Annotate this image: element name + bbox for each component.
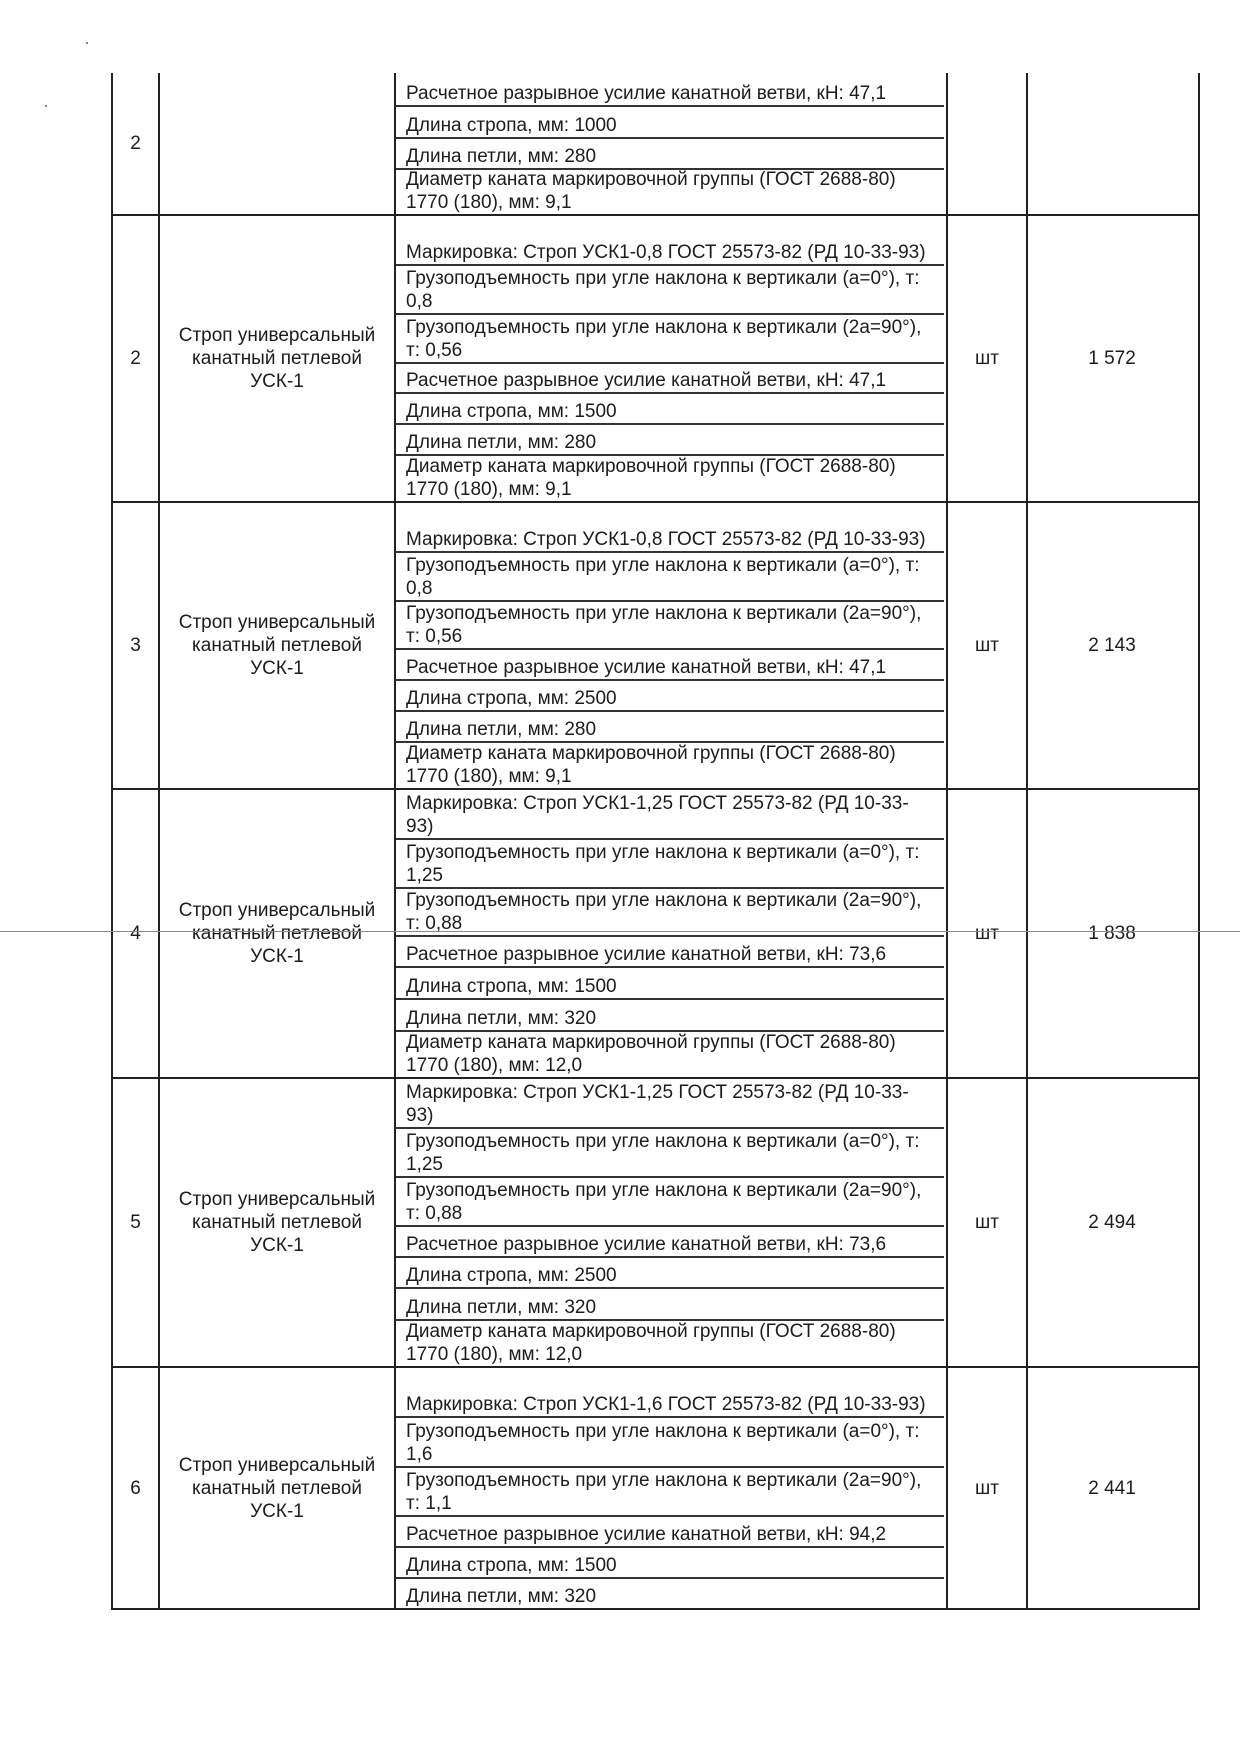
unit-cell: шт [946, 790, 1028, 1077]
spec-line [396, 679, 944, 710]
spec-text: Грузоподъемность при угле наклона к вертикали (2a=90°), т: 1,1 [406, 1470, 922, 1514]
table-row [113, 501, 1198, 788]
spec-text: Грузоподъемность при угле наклона к вертикали (a=0°), т: 1,25 [406, 842, 920, 886]
item-name: Строп универсальный канатный петлевой УСК-1 [160, 790, 396, 1077]
spec-line [396, 1577, 944, 1608]
scan-speck [45, 105, 47, 107]
spec-line [396, 216, 944, 264]
spec-list [396, 790, 946, 1077]
spec-text: Длина петли, мм: 320 [406, 1008, 597, 1029]
table-row [113, 1077, 1198, 1366]
spec-line [396, 1368, 944, 1416]
spec-text: Грузоподъемность при угле наклона к вертикали (a=0°), т: 1,6 [406, 1421, 920, 1465]
quantity-cell: 1 572 [1088, 348, 1136, 369]
spec-text: Маркировка: Строп УСК1-0,8 ГОСТ 25573-82 (РД 10-33-93) [406, 242, 926, 263]
spec-text: Диаметр каната маркировочной группы (ГОСТ 2688-80) 1770 (180), мм: 12,0 [406, 1321, 896, 1365]
spec-line [396, 1079, 944, 1127]
spec-text: Расчетное разрывное усилие канатной ветви, кН: 73,6 [406, 944, 887, 965]
table-row [113, 214, 1198, 501]
item-name [160, 73, 396, 214]
spec-line [396, 935, 944, 966]
row-number: 2 [113, 73, 160, 214]
spec-line [396, 73, 944, 105]
spec-text: Грузоподъемность при угле наклона к вертикали (a=0°), т: 0,8 [406, 555, 920, 599]
spec-line [396, 392, 944, 423]
spec-text: Расчетное разрывное усилие канатной ветви, кН: 47,1 [406, 370, 887, 391]
spec-line [396, 1515, 944, 1546]
unit-cell: шт [946, 1368, 1028, 1608]
spec-text: Грузоподъемность при угле наклона к вертикали (a=0°), т: 0,8 [406, 268, 920, 312]
spec-line [396, 137, 944, 168]
spec-line [396, 313, 944, 362]
spec-line [396, 648, 944, 679]
spec-line [396, 1176, 944, 1225]
spec-line [396, 551, 944, 600]
spec-text: Длина стропа, мм: 2500 [406, 688, 617, 709]
spec-text: Маркировка: Строп УСК1-1,25 ГОСТ 25573-82 (РД 10-33-93) [406, 793, 909, 837]
spec-list [396, 1368, 946, 1608]
spec-text: Грузоподъемность при угле наклона к вертикали (a=0°), т: 1,25 [406, 1131, 920, 1175]
spec-line [396, 1466, 944, 1515]
spec-line [396, 503, 944, 551]
row-number: 3 [113, 503, 160, 788]
spec-line [396, 362, 944, 392]
spec-text: Длина стропа, мм: 1000 [406, 115, 617, 136]
spec-text: Расчетное разрывное усилие канатной ветви, кН: 47,1 [406, 83, 887, 104]
spec-line [396, 1416, 944, 1466]
spec-text: Маркировка: Строп УСК1-1,6 ГОСТ 25573-82 (РД 10-33-93) [406, 1394, 926, 1415]
spec-line [396, 1546, 944, 1577]
spec-text: Длина петли, мм: 280 [406, 146, 597, 167]
spec-line [396, 168, 944, 214]
spec-text: Расчетное разрывное усилие канатной ветви, кН: 73,6 [406, 1234, 887, 1255]
table-row [113, 73, 1198, 214]
spec-line [396, 423, 944, 454]
spec-text: Длина стропа, мм: 1500 [406, 401, 617, 422]
unit-cell: шт [946, 1079, 1028, 1366]
table-row [113, 1366, 1198, 1608]
row-number: 6 [113, 1368, 160, 1608]
spec-list [396, 503, 946, 788]
unit-cell: шт [946, 216, 1028, 501]
spec-list [396, 216, 946, 501]
spec-line [396, 1127, 944, 1176]
quantity-cell: 1 838 [1088, 923, 1136, 944]
spec-line [396, 998, 944, 1030]
spec-text: Диаметр каната маркировочной группы (ГОСТ 2688-80) 1770 (180), мм: 12,0 [406, 1032, 896, 1076]
spec-line [396, 1030, 944, 1077]
row-number: 2 [113, 216, 160, 501]
scan-speck [86, 42, 88, 44]
spec-line [396, 790, 944, 838]
spec-line [396, 1256, 944, 1287]
spec-line [396, 105, 944, 137]
row-number: 4 [113, 790, 160, 1077]
spec-line [396, 454, 944, 501]
spec-line [396, 966, 944, 998]
spec-text: Грузоподъемность при угле наклона к вертикали (2a=90°), т: 0,56 [406, 603, 922, 647]
quantity-cell: 2 441 [1088, 1477, 1136, 1499]
spec-text: Длина петли, мм: 280 [406, 719, 597, 740]
unit-cell [946, 73, 1028, 214]
spec-list [396, 73, 946, 214]
spec-line [396, 264, 944, 313]
specification-table [111, 73, 1200, 1610]
item-name: Строп универсальный канатный петлевой УСК-1 [160, 1079, 396, 1366]
spec-line [396, 600, 944, 648]
item-name: Строп универсальный канатный петлевой УСК-1 [160, 1368, 396, 1608]
spec-line [396, 1225, 944, 1256]
spec-text: Диаметр каната маркировочной группы (ГОСТ 2688-80) 1770 (180), мм: 9,1 [406, 456, 896, 500]
spec-line [396, 710, 944, 741]
spec-text: Длина стропа, мм: 1500 [406, 976, 617, 997]
spec-text: Длина стропа, мм: 1500 [406, 1555, 617, 1576]
row-number: 5 [113, 1079, 160, 1366]
scan-fold-line [0, 931, 1240, 932]
spec-text: Грузоподъемность при угле наклона к вертикали (2a=90°), т: 0,88 [406, 890, 922, 934]
spec-text: Грузоподъемность при угле наклона к вертикали (2a=90°), т: 0,56 [406, 317, 922, 361]
spec-text: Маркировка: Строп УСК1-1,25 ГОСТ 25573-82 (РД 10-33-93) [406, 1082, 909, 1126]
spec-line [396, 741, 944, 788]
quantity-cell: 2 494 [1088, 1212, 1136, 1233]
spec-text: Длина петли, мм: 320 [406, 1297, 597, 1318]
spec-text: Диаметр каната маркировочной группы (ГОСТ 2688-80) 1770 (180), мм: 9,1 [406, 169, 896, 213]
spec-text: Расчетное разрывное усилие канатной ветви, кН: 47,1 [406, 657, 887, 678]
spec-line [396, 1319, 944, 1366]
spec-text: Расчетное разрывное усилие канатной ветви, кН: 94,2 [406, 1524, 887, 1545]
spec-list [396, 1079, 946, 1366]
spec-text: Грузоподъемность при угле наклона к вертикали (2a=90°), т: 0,88 [406, 1180, 922, 1224]
quantity-cell [1028, 73, 1196, 214]
table-row [113, 788, 1198, 1077]
spec-text: Диаметр каната маркировочной группы (ГОСТ 2688-80) 1770 (180), мм: 9,1 [406, 743, 896, 787]
spec-text: Длина стропа, мм: 2500 [406, 1265, 617, 1286]
spec-line [396, 887, 944, 935]
spec-text: Длина петли, мм: 280 [406, 432, 597, 453]
spec-line [396, 838, 944, 887]
item-name: Строп универсальный канатный петлевой УСК-1 [160, 216, 396, 501]
spec-text: Длина петли, мм: 320 [406, 1586, 597, 1607]
unit-cell: шт [946, 503, 1028, 788]
item-name: Строп универсальный канатный петлевой УСК-1 [160, 503, 396, 788]
spec-text: Маркировка: Строп УСК1-0,8 ГОСТ 25573-82 (РД 10-33-93) [406, 529, 926, 550]
spec-line [396, 1287, 944, 1319]
quantity-cell: 2 143 [1088, 635, 1136, 656]
